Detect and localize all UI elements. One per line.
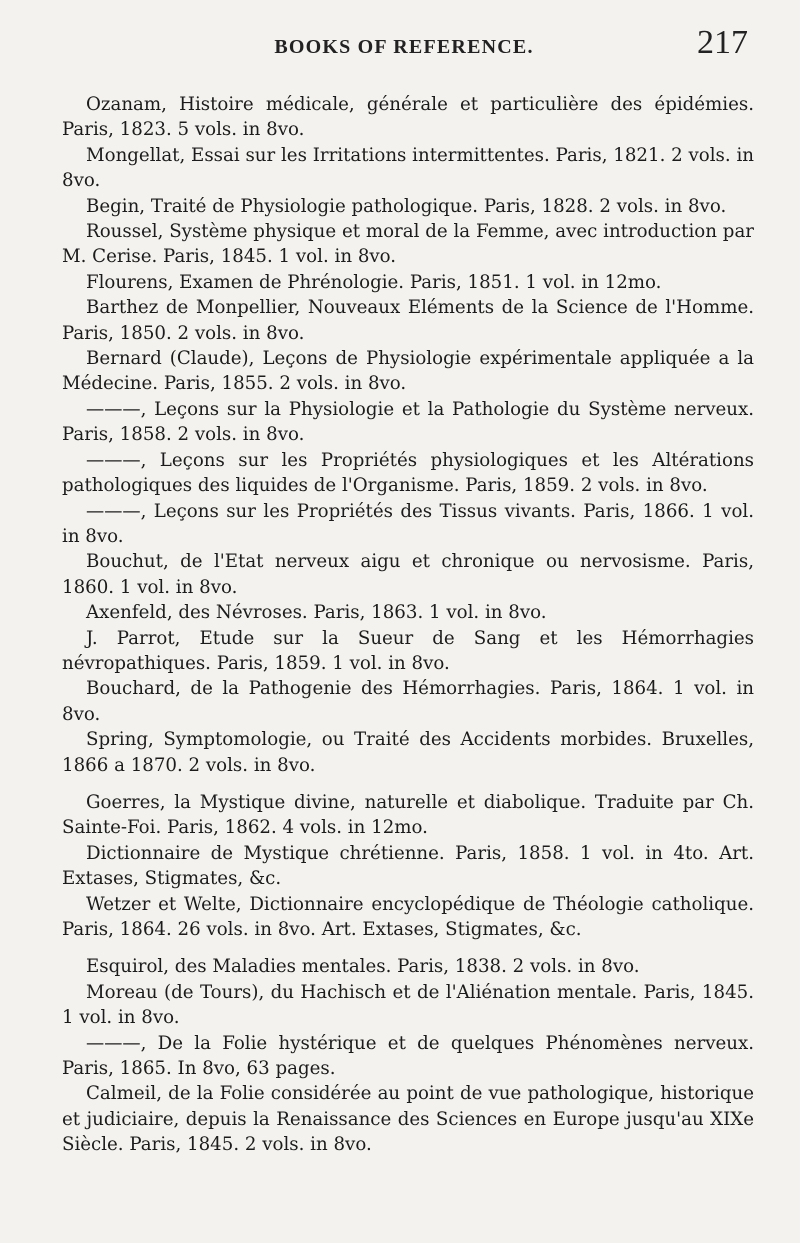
reference-entry: ———, Leçons sur les Propriétés des Tissus vivants. Paris, 1866. 1 vol. in 8vo.: [62, 500, 754, 547]
reference-entry: Barthez de Monpellier, Nouveaux Eléments de la Science de l'Homme. Paris, 1850. 2 vols. in 8vo.: [62, 297, 754, 344]
reference-entry: Spring, Symptomologie, ou Traité des Accidents morbides. Bruxelles, 1866 a 1870. 2 vols. in 8vo.: [62, 729, 754, 776]
reference-entry: Dictionnaire de Mystique chrétienne. Paris, 1858. 1 vol. in 4to. Art. Extases, Stigmates, &c.: [62, 842, 754, 890]
reference-entry: ———, De la Folie hystérique et de quelques Phénomènes nerveux. Paris, 1865. In 8vo, 63 pages.: [62, 1032, 754, 1080]
reference-list: [62, 92, 754, 1158]
reference-group-medicine: [62, 92, 754, 778]
reference-entry: Bouchut, de l'Etat nerveux aigu et chronique ou nervosisme. Paris, 1860. 1 vol. in 8vo.: [62, 551, 754, 598]
reference-entry: Calmeil, de la Folie considérée au point de vue pathologique, historique et judiciaire, depuis la Renaissance des Sciences en Europe jusqu'au XIXe Siècle. Paris, 1845. 2 vols. in 8vo.: [62, 1083, 754, 1156]
reference-group-mental-illness: [62, 954, 754, 1157]
reference-entry: ———, Leçons sur la Physiologie et la Pathologie du Système nerveux. Paris, 1858. 2 vols. in 8vo.: [62, 398, 754, 446]
reference-entry: J. Parrot, Etude sur la Sueur de Sang et les Hémorrhagies névropathiques. Paris, 1859. 1 vol. in 8vo.: [62, 627, 754, 674]
reference-entry: Goerres, la Mystique divine, naturelle et diabolique. Traduite par Ch. Sainte-Foi. Paris, 1862. 4 vols. in 12mo.: [62, 791, 754, 839]
reference-entry: Roussel, Système physique et moral de la Femme, avec introduction par M. Cerise. Paris, 1845. 1 vol. in 8vo.: [62, 221, 754, 268]
reference-entry: Moreau (de Tours), du Hachisch et de l'Aliénation mentale. Paris, 1845. 1 vol. in 8vo.: [62, 981, 754, 1029]
reference-entry: Esquirol, des Maladies mentales. Paris, 1838. 2 vols. in 8vo.: [86, 956, 640, 978]
page-number: 217: [697, 24, 748, 61]
reference-entry: Bernard (Claude), Leçons de Physiologie expérimentale appliquée a la Médecine. Paris, 1855. 2 vols. in 8vo.: [62, 348, 754, 395]
reference-entry: Flourens, Examen de Phrénologie. Paris, 1851. 1 vol. in 12mo.: [86, 271, 662, 293]
reference-entry: Wetzer et Welte, Dictionnaire encyclopédique de Théologie catholique. Paris, 1864. 26 vols. in 8vo. Art. Extases, Stigmates, &c.: [62, 893, 754, 940]
reference-entry: Bouchard, de la Pathogenie des Hémorrhagies. Paris, 1864. 1 vol. in 8vo.: [62, 678, 754, 725]
reference-entry: Axenfeld, des Névroses. Paris, 1863. 1 vol. in 8vo.: [86, 602, 547, 624]
reference-entry: Mongellat, Essai sur les Irritations intermittentes. Paris, 1821. 2 vols. in 8vo.: [62, 144, 754, 192]
reference-entry: Begin, Traité de Physiologie pathologique. Paris, 1828. 2 vols. in 8vo.: [86, 195, 727, 217]
reference-group-mysticism: [62, 790, 754, 942]
reference-entry: ———, Leçons sur les Propriétés physiologiques et les Altérations pathologiques des liquides de l'Organisme. Paris, 1859. 2 vols. in 8vo.: [62, 449, 754, 497]
page-header: [60, 24, 748, 64]
reference-entry: Ozanam, Histoire médicale, générale et particulière des épidémies. Paris, 1823. 5 vols. in 8vo.: [62, 94, 754, 141]
running-head: BOOKS OF REFERENCE.: [274, 36, 534, 58]
